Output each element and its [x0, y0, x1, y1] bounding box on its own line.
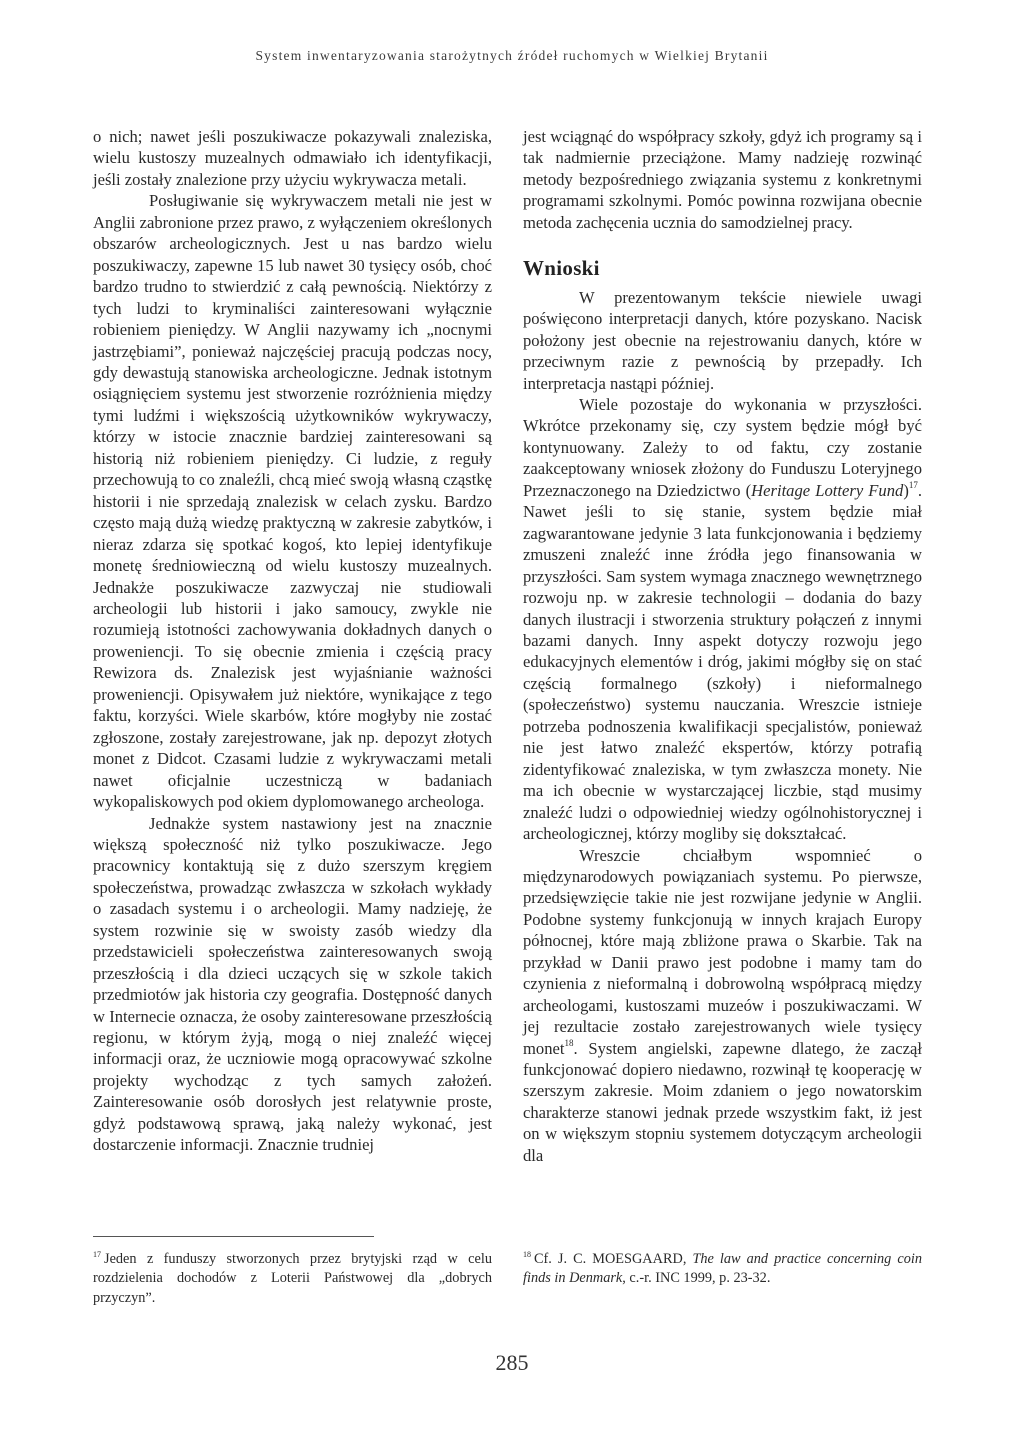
footnote-18-prefix: Cf. J. C. MOESGAARD, [534, 1251, 693, 1267]
footnote-18-title: The law and practice concerning coin finds in Denmark [523, 1251, 922, 1287]
paragraph-future [523, 394, 922, 845]
footnote-divider [93, 1236, 374, 1237]
paragraph-detectorists: Posługiwanie się wykrywaczem metali nie jest w Anglii zabronione przez prawo, z wyłączeniem określonych obszarów archeologicznych. Jest u nas bardzo wielu poszukiwaczy, zapewne 15 lub nawet 30 tysięcy osób, choć bardzo trudno to stwierdzić z całą pewnością. Niektórzy z tych ludzi to kryminaliści zainteresowani wyłącznie robieniem pieniędzy. W Anglii nazywamy ich „nocnymi jastrzębiami”, ponieważ najczęściej pracują podczas nocy, gdy dewastują stanowiska archeologiczne. Jednak istotnym osiągnięciem systemu jest stworzenie rozróżnienia między tymi ludźmi i większością użytkowników wykrywaczy, którzy w istocie znacznie bardziej zainteresowani są historią niż robieniem pieniędzy. Ci ludzie, z reguły przechowują to co znaleźli, chcą mieć swoją własną cząstkę historii i nie sprzedają znalezisk w celach zysku. Bardzo często mają dużą wiedzę praktyczną w zakresie zabytków, i nieraz zdarza się spotkać kogoś, kto lepiej identyfikuje monetę średniowieczną od wielu kustoszy muzealnych. Jednakże poszukiwacze zazwyczaj nie studiowali archeologii lub historii i jako samoucy, zwykle nie rozumieją istotności zachowywania dokładnych danych o proweniencji. To się obecnie zmienia i częścią pracy Rewizora ds. Znalezisk jest wyjaśnianie ważności proweniencji. Opisywałem już niektóre, wynikające z tego faktu, korzyści. Wiele skarbów, które mogłyby nie zostać zgłoszone, zostały zarejestrowane, jak np. depozyt złotych monet z Didcot. Czasami ludzie z wykrywaczami metali nawet oficjalnie uczestniczą w badaniach wykopaliskowych pod okiem dyplomowanego archeologa. [93, 191, 492, 812]
footnote-ref-17: 17 [908, 480, 918, 491]
page-number: 285 [495, 1350, 529, 1375]
paragraph-future-text-c: . Nawet jeśli to się stanie, system będzie miał zagwarantowane jedynie 3 lata funkcjonowania i będziemy zmuszeni znaleźć inne źródła jego finansowania w przyszłości. Sam system wymaga znacznego wewnętrznego rozwoju np. w zakresie technologii – dodania do bazy danych ilustracji i stworzenia struktury połączeń z innymi bazami danych. Inny aspekt dotyczy rozwoju jego edukacyjnych elementów i dróg, jakimi mógłby się on stać częścią formalnego (szkoły) i nieformalnego (społeczeństwo) systemu nauczania. Wreszcie istnieje potrzeba podnoszenia kwalifikacji specjalistów, ponieważ nie jest łatwo znaleźć ekspertów, którzy potrafią zidentyfikować znaleziska, w tym zwłaszcza monety. Nie ma ich obecnie w wystarczającej liczbie, stąd musimy znaleźć ludzi o odpowiedniej wiedzy ogólnohistorycznej i archeologicznej, którzy mogliby się dokształcać. [523, 480, 922, 844]
footnote-18-number: 18 [523, 1250, 531, 1260]
paragraph-community: Jednakże system nastawiony jest na znacznie większą społeczność niż tylko poszukiwacze. Jego pracownicy kontaktują się z dużo szerszym kręgiem społeczeństwa, prowadząc zwłaszcza w szkołach wykłady o zasadach systemu i o archeologii. Mamy nadzieję, że system rozwinie się w swoisty zasób wiedzy dla przedstawicieli społeczeństwa zainteresowanych swoją przeszłością i dla dzieci uczących się w szkole takich przedmiotów jak historia czy geografia. Dostępność danych w Internecie oznacza, że osoby zainteresowane przeszłością regionu, w którym żyją, mogą o niej znaleźć więcej informacji oraz, że uczniowie mogą opracowywać szkolne projekty wychodząc z tych samych założeń. Zainteresowanie osób dorosłych jest relatywnie proste, gdyż podstawową sprawą, jaką należy wykonać, jest dostarczenie informacji. Znacznie trudniej [93, 813, 492, 1155]
footnote-ref-18: 18 [564, 1038, 574, 1049]
paragraph-international [523, 845, 922, 1167]
footnote-17 [93, 1250, 492, 1308]
paragraph-international-text-a: Wreszcie chciałbym wspomnieć o międzynarodowych powiązaniach systemu. Po pierwsze, przedsięwzięcie takie nie jest rozwijane jedynie w Anglii. Podobne systemy funkcjonują w innych krajach Europy północnej, które mają zbliżone prawa o Skarbie. Tak na przykład w Danii prawo jest podobne i mamy tam do czynienia z nieformalną i dobrowolną współpracą między archeologami, kustoszami muzeów i poszukiwaczami. W jej rezultacie zostało zarejestrowanych wiele tysięcy monet [523, 845, 922, 1058]
paragraph-international-text-b: . System angielski, zapewne dlatego, że zaczął funkcjonować dopiero niedawno, rozwinął tę kooperację w szerszym zakresie. Moim zdaniem o jego nowatorskim charakterze stanowi jednak przede wszystkim fakt, iż jest on w większym stopniu systemem dotyczącym archeologii dla [523, 1038, 922, 1165]
running-header: System inwentaryzowania starożytnych źródeł ruchomych w Wielkiej Brytanii [255, 48, 769, 63]
footnote-17-number: 17 [93, 1250, 101, 1260]
paragraph-schools: jest wciągnąć do współpracy szkoły, gdyż ich programy są i tak nadmiernie przeciążone. Mamy nadzieję rozwinąć metody bezpośredniego związania systemu z konkretnymi programami szkolnymi. Pomóc powinna rozwijana obecnie metoda zachęcenia ucznia do samodzielnej pracy. [523, 127, 922, 232]
right-column [523, 126, 922, 1166]
paragraph-conclusions: W prezentowanym tekście niewiele uwagi poświęcono interpretacji danych, które pozyskano. Nacisk położony jest obecnie na rejestrowaniu danych, które w przeciwnym razie z pewnością by przepadły. Ich interpretacja nastąpi później. [523, 287, 922, 393]
section-heading-conclusions: Wnioski [523, 256, 600, 281]
footnote-18 [523, 1250, 922, 1289]
paragraph-future-text-a: Wiele pozostaje do wykonania w przyszłości. Wkrótce przekonamy się, czy system będzie mógł być kontynuowany. Zależy to od faktu, czy zostanie zaakceptowany wniosek złożony do Funduszu Loteryjnego Przeznaczonego na Dziedzictwo ( [523, 394, 922, 500]
footnote-17-text: Jeden z funduszy stworzonych przez brytyjski rząd w celu rozdzielenia dochodów z Loterii Państwowej dla „dobrych przyczyn”. [93, 1251, 492, 1306]
left-column [93, 126, 492, 1156]
heritage-lottery-fund-name: Heritage Lottery Fund [751, 480, 904, 500]
paragraph-continued: o nich; nawet jeśli poszukiwacze pokazywali znaleziska, wielu kustoszy muzealnych odmawiało ich identyfikacji, jeśli zostały znalezione przy użyciu wykrywacza metali. [93, 127, 492, 189]
footnote-18-suffix: , c.-r. INC 1999, p. 23-32. [622, 1270, 771, 1287]
paragraph-future-text-b: ) [903, 480, 909, 500]
